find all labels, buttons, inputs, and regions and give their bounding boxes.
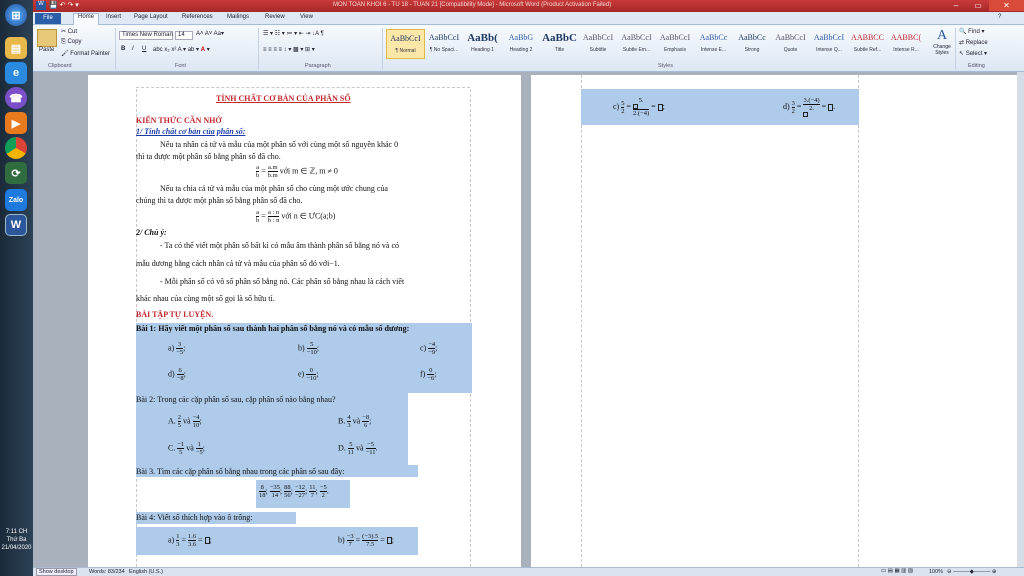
ribbon-tabs (33, 12, 1024, 25)
paste-icon[interactable] (37, 29, 57, 47)
exercise-2-items: C. $\frac{-1}{5}$ và $\frac{1}{-5}$ ; D. $\frac{5}{11}$ và $\frac{-5}{-11}$ . (168, 441, 378, 456)
paste-button[interactable]: Paste (39, 47, 55, 53)
style-name: Subtle Em... (622, 47, 651, 53)
doc-title: TÍNH CHẤT CƠ BẢN CỦA PHÂN SỐ (216, 94, 351, 103)
separator (955, 28, 956, 70)
style-sample: AABBC( (890, 33, 922, 42)
find-label: Find (968, 29, 980, 35)
bold-button[interactable]: B (121, 46, 126, 52)
clock-day: Thứ Ba (6, 537, 27, 543)
exercise-4-items: c) $\frac{5}{2}$ = $\frac{5.}{2.(-4)}$ = ; d) $\frac{3}{2}$ = $\frac{3.(-4)}{2.}$ = . (613, 97, 836, 117)
zoom-slider[interactable]: ⊖ ———◆——— ⊕ (947, 569, 997, 575)
font-group-label: Font (175, 63, 187, 69)
style-sample: AaBbCc (738, 33, 766, 42)
page-1[interactable] (88, 75, 521, 567)
tab-file[interactable]: File (35, 13, 61, 24)
align-buttons[interactable]: ≡ ≡ ≡ ≡ ↕ ▾ ▩ ▾ ⊞ ▾ (263, 47, 315, 53)
exercise-3: Bài 3. Tìm các cặp phân số bằng nhau trong các phân số sau đây: (136, 467, 345, 476)
fraction: $\frac{a.m}{b.m}$ (267, 164, 278, 179)
tab-home[interactable]: Home (73, 13, 99, 25)
style-name: Heading 1 (471, 47, 494, 53)
style-name: ¶ No Spaci... (429, 47, 459, 53)
style-2[interactable] (425, 29, 464, 59)
style-1[interactable] (386, 29, 425, 59)
tab-references[interactable]: References (182, 14, 213, 20)
vertical-scrollbar[interactable] (1017, 72, 1024, 567)
style-10[interactable] (733, 29, 772, 59)
find-button[interactable]: 🔍 Find ▾ (959, 29, 985, 35)
style-name: Intense Q... (816, 47, 842, 53)
format-painter-label: Format Painter (70, 51, 110, 57)
style-name: Quote (783, 47, 798, 53)
paragraph-text: mẫu dương bằng cách nhân cả tử và mẫu của phân số đó với−1. (136, 259, 340, 268)
select-button[interactable]: ↖ Select ▾ (959, 51, 988, 57)
style-sample: AaBbCcI (390, 34, 421, 43)
paragraph-text: chúng thì ta được một phân số bằng phân số đã cho. (136, 196, 303, 205)
underline-button[interactable]: U (142, 46, 147, 52)
style-name: Intense R... (893, 47, 919, 53)
document-area (33, 72, 1024, 567)
cut-button[interactable]: ✂ Cut (61, 29, 78, 35)
help-icon[interactable]: ? (998, 14, 1002, 20)
format-painter-button[interactable]: 🖌 Format Painter (61, 51, 110, 57)
tab-page-layout[interactable]: Page Layout (134, 14, 168, 20)
tab-review[interactable]: Review (265, 14, 285, 20)
font-format-buttons[interactable]: abc x₂ x² A ▾ ab ▾ A ▾ (153, 47, 210, 53)
style-name: Intense E... (700, 47, 727, 53)
style-sample: AaBbCcI (813, 33, 845, 42)
style-name: Emphasis (664, 47, 686, 53)
style-8[interactable] (656, 29, 695, 59)
formula-condition: với n ∈ ƯC(a;b) (281, 211, 336, 221)
window-title: MON TOAN KHOI 6 - TU 18 - TUAN 21 [Compatibility Mode] - Microsoft Word (Product Activation Failed) (333, 2, 612, 8)
replace-label: Replace (965, 40, 988, 46)
close-button[interactable]: ✕ (989, 0, 1024, 11)
exercise-heading: BÀI TẬP TỰ LUYỆN. (136, 310, 214, 319)
tab-view[interactable]: View (300, 14, 313, 20)
file-explorer-icon[interactable]: ▤ (5, 37, 27, 59)
style-sample: AaBb( (467, 32, 498, 44)
exercise-4-items: a) $\frac{1}{3}$ = $\frac{1.6}{3.6}$ = ; b) $\frac{-3}{7}$ = $\frac{(-3).5}{7.5}$ = ; (168, 533, 394, 548)
font-size-select[interactable]: 14 (175, 31, 193, 40)
media-player-icon[interactable]: ▶ (5, 112, 27, 134)
exercise-1: Bài 1: Hãy viết một phân số sau thành hai phân số bằng nó và có mẫu số dương: (136, 324, 410, 333)
exercise-4: Bài 4: Viết số thích hợp vào ô trống: (136, 513, 253, 522)
style-12[interactable] (810, 29, 849, 59)
margin-guide (581, 75, 582, 567)
separator (258, 28, 259, 70)
formula-condition: với m ∈ ℤ, m ≠ 0 (279, 166, 338, 176)
style-name: ¶ Normal (395, 48, 416, 54)
taskbar (0, 0, 33, 576)
style-sample: AaBbCc (699, 33, 728, 42)
exercise-3-fractions: $\frac{8}{18}$ ; $\frac{-35}{14}$ ; $\frac{88}{56}$ ; $\frac{-12}{-27}$ ; $\frac{11}{7}$ ; $\frac{-5}{2}$ . (259, 484, 329, 499)
style-14[interactable] (887, 29, 926, 59)
fraction: $\frac{a}{b}$ (256, 209, 260, 224)
change-styles-button[interactable] (931, 28, 953, 56)
exercise-1-items: d) $\frac{6}{-8}$ ; e) $\frac{0}{-10}$ ; f) $\frac{0}{-6}$ ; (168, 367, 437, 382)
chrome-icon[interactable] (5, 137, 27, 159)
show-desktop-button[interactable]: Show desktop (36, 568, 77, 576)
style-sample: AaBbCcI (621, 33, 652, 42)
clock-time: 7:11 CH (5, 529, 28, 535)
style-sample: AABBCC (851, 33, 884, 42)
ie-icon[interactable]: e (5, 62, 27, 84)
style-9[interactable] (694, 29, 733, 59)
paragraph-text: khác nhau của cùng một số gọi là số hữu tỉ. (136, 294, 275, 303)
change-styles-label: Change Styles (933, 44, 951, 56)
zalo-icon[interactable]: Zalo (5, 189, 27, 211)
grow-font-button[interactable]: A˄ A˅ Aa▾ (196, 31, 225, 37)
tab-mailings[interactable]: Mailings (227, 14, 250, 20)
style-name: Strong (744, 47, 760, 53)
separator (115, 28, 116, 70)
title-bar (33, 0, 1024, 12)
style-5[interactable] (540, 29, 579, 59)
ribbon-home (33, 25, 1024, 72)
styles-group-label: Styles (658, 63, 673, 69)
chrome-alt-icon[interactable]: ⟳ (5, 162, 27, 184)
word-count[interactable]: Words: 83/234 (89, 569, 125, 575)
select-label: Select (965, 51, 983, 57)
fraction: $\frac{a : n}{b : n}$ (267, 209, 280, 224)
style-sample: AaBbCcI (582, 33, 614, 42)
style-6[interactable] (579, 29, 618, 59)
paragraph-text: - Mỗi phân số có vô số phân số bằng nó. Các phân số bằng nhau là cách viết (160, 277, 405, 286)
style-sample: AaBbCcI (659, 33, 691, 42)
exercise-2: Bài 2: Trong các cặp phân số sau, cặp phân số nào bằng nhau? (136, 395, 336, 404)
style-sample: AaBbCcI (428, 33, 460, 42)
style-11[interactable] (771, 29, 810, 59)
style-3[interactable] (463, 29, 502, 59)
cut-label: Cut (67, 29, 78, 35)
zoom-level[interactable]: 100% (929, 569, 944, 575)
minimize-button[interactable]: – (953, 1, 959, 10)
exercise-2-items: A. $\frac{2}{5}$ và $\frac{-4}{10}$ ; B. $\frac{4}{3}$ và $\frac{-8}{6}$ ; (168, 414, 372, 429)
paragraph-text: thì ta được một phân số bằng phân số đã cho. (136, 152, 281, 161)
formula-1: $\frac{a}{b}$ = $\frac{a.m}{b.m}$ với m ∈ ℤ, m ≠ 0 (256, 164, 338, 179)
paragraph-group-label: Paragraph (305, 63, 331, 69)
view-buttons[interactable]: ▭ ▤ ▦ ▥ ▧ (881, 568, 914, 574)
clock[interactable] (0, 528, 33, 552)
style-sample: AaBbCcI (775, 33, 806, 42)
style-sample: AaBbG (508, 33, 534, 42)
maximize-button[interactable]: ▭ (974, 1, 982, 10)
page-2[interactable] (531, 75, 1020, 567)
clock-date: 21/04/2020 (1, 545, 32, 551)
font-name-select[interactable]: Times New Roman (119, 31, 173, 40)
copy-button[interactable]: ⎘ Copy (61, 39, 82, 45)
copy-label: Copy (67, 39, 82, 45)
selection-highlight (136, 323, 472, 393)
word-icon[interactable]: W (5, 214, 27, 236)
subheading: 1/ Tính chất cơ bản của phân số: (136, 127, 246, 136)
editing-group-label: Editing (968, 63, 985, 69)
margin-guide (858, 75, 859, 567)
quick-access-toolbar[interactable]: 💾 ↶ ↷ ▾ (49, 2, 79, 9)
clipboard-group-label: Clipboard (48, 63, 72, 69)
formula-2: $\frac{a}{b}$ = $\frac{a : n}{b : n}$ với n ∈ ƯC(a;b) (256, 209, 336, 224)
language-indicator[interactable]: English (U.S.) (129, 569, 163, 575)
paragraph-text: Nếu ta nhân cả tử và mẫu của một phân số với cùng một số nguyên khác 0 (160, 140, 399, 149)
viber-icon[interactable]: ☎ (5, 87, 27, 109)
list-buttons[interactable]: ☰ ▾ ☷ ▾ ≔ ▾ ⇤ ⇥ ↓A ¶ (263, 31, 324, 37)
style-name: Heading 2 (509, 47, 533, 53)
style-7[interactable] (617, 29, 656, 59)
style-13[interactable] (848, 29, 887, 59)
style-sample: AaBbC (542, 32, 577, 44)
change-styles-icon: A (936, 28, 948, 43)
windows-orb-icon[interactable]: ⊞ (5, 4, 27, 26)
fraction: $\frac{a}{b}$ (256, 164, 260, 179)
note-heading: 2/ Chú ý: (136, 228, 167, 237)
status-bar (33, 567, 1024, 576)
separator (382, 28, 383, 70)
word-app-icon[interactable]: W (36, 1, 46, 10)
tab-insert[interactable]: Insert (106, 14, 122, 20)
exercise-1-items: a) $\frac{3}{-5}$ ; b) $\frac{5}{-10}$ ; c) $\frac{-4}{-9}$ ; (168, 341, 438, 356)
style-name: Subtle Ref... (853, 47, 882, 53)
paragraph-text: Nếu ta chia cả tử và mẫu của một phân số cho cùng một ước chung của (160, 184, 388, 193)
italic-button[interactable]: I (132, 46, 134, 52)
paragraph-text: - Ta có thể viết một phân số bất kì có mẫu âm thành phân số bằng nó và có (160, 241, 400, 250)
style-4[interactable] (502, 29, 541, 59)
margin-guide (136, 87, 470, 88)
style-name: Title (554, 47, 565, 53)
replace-button[interactable]: ⇄ Replace (959, 40, 988, 46)
style-name: Subtitle (589, 47, 607, 53)
section-heading: KIẾN THỨC CẦN NHỚ (136, 116, 222, 125)
